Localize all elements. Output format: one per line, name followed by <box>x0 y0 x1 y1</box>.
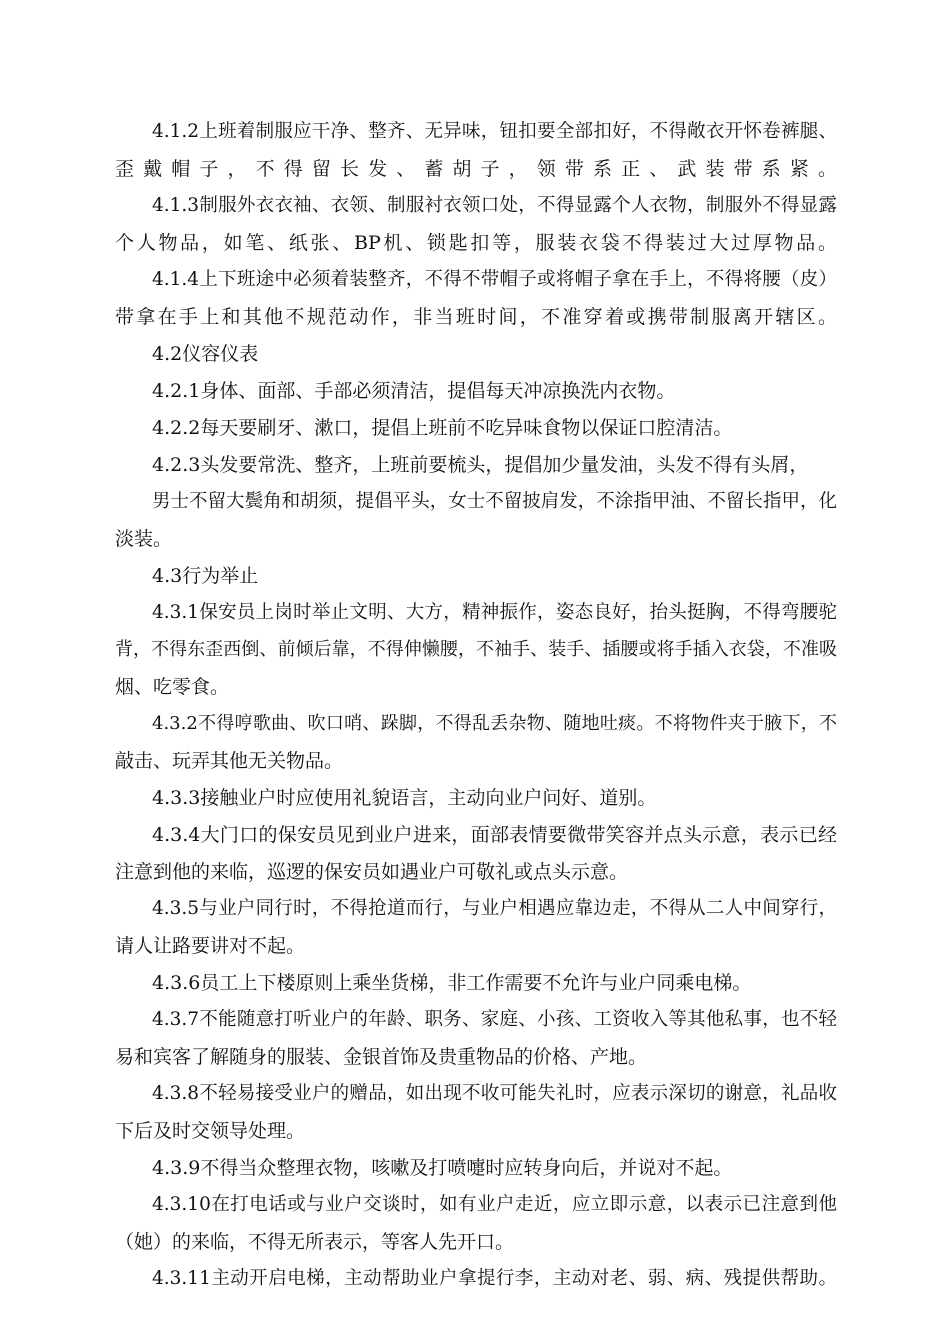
paragraph-line: 4.2.1身体、面部、手部必须清洁，提倡每天冲凉换洗内衣物。 <box>152 380 676 402</box>
paragraph-line: 4.3.4大门口的保安员见到业户进来，面部表情要微带笑容并点头示意，表示已经 <box>152 824 837 846</box>
paragraph-line: 烟、吃零食。 <box>115 676 230 698</box>
paragraph-line: 男士不留大鬓角和胡须，提倡平头，女士不留披肩发，不涂指甲油、不留长指甲，化 <box>152 491 837 512</box>
paragraph-line: 4.2.3头发要常洗、整齐，上班前要梳头，提倡加少量发油，头发不得有头屑， <box>152 454 809 476</box>
paragraph-line: 敲击、玩弄其他无关物品。 <box>115 750 344 772</box>
paragraph-line: 请人让路要讲对不起。 <box>115 935 306 957</box>
paragraph-line: 注意到他的来临，巡逻的保安员如遇业户可敬礼或点头示意。 <box>115 861 629 883</box>
paragraph-line: 4.1.3制服外衣衣袖、衣领、制服衬衣领口处，不得显露个人衣物，制服外不得显露 <box>152 195 837 216</box>
paragraph-line: 4.3.11主动开启电梯，主动帮助业户拿提行李，主动对老、弱、病、残提供帮助。 <box>152 1268 837 1289</box>
paragraph-line: 淡装。 <box>115 528 173 550</box>
paragraph-line: （她）的来临，不得无所表示，等客人先开口。 <box>115 1231 515 1253</box>
paragraph-line: 下后及时交领导处理。 <box>115 1120 306 1142</box>
paragraph-line: 4.2.2每天要刷牙、漱口，提倡上班前不吃异味食物以保证口腔清洁。 <box>152 417 733 439</box>
paragraph-line: 4.3.3接触业户时应使用礼貌语言，主动向业户问好、道别。 <box>152 787 657 809</box>
paragraph-line: 4.3.2不得哼歌曲、吹口哨、跺脚，不得乱丢杂物、随地吐痰。不将物件夹于腋下，不 <box>152 713 837 734</box>
paragraph-line: 4.3.8不轻易接受业户的赠品，如出现不收可能失礼时，应表示深切的谢意，礼品收 <box>152 1083 837 1104</box>
paragraph-line: 歪戴帽子，不得留长发、蓄胡子，领带系正、武装带系紧。 <box>115 158 837 180</box>
paragraph-line: 带拿在手上和其他不规范动作，非当班时间，不准穿着或携带制服离开辖区。 <box>115 306 837 328</box>
paragraph-line: 4.3.6员工上下楼原则上乘坐货梯，非工作需要不允许与业户同乘电梯。 <box>152 972 752 994</box>
section-heading: 4.2仪容仪表 <box>152 343 259 365</box>
paragraph-line: 4.1.2上班着制服应干净、整齐、无异味，钮扣要全部扣好，不得敞衣开怀卷裤腿、 <box>152 121 837 142</box>
paragraph-line: 4.3.9不得当众整理衣物，咳嗽及打喷嚏时应转身向后，并说对不起。 <box>152 1157 733 1179</box>
paragraph-line: 背，不得东歪西倒、前倾后靠，不得伸懒腰，不袖手、装手、插腰或将手插入衣袋，不准吸 <box>115 639 837 660</box>
paragraph-line: 易和宾客了解随身的服装、金银首饰及贵重物品的价格、产地。 <box>115 1046 648 1068</box>
paragraph-line: 4.3.7不能随意打听业户的年龄、职务、家庭、小孩、工资收入等其他私事，也不轻 <box>152 1009 837 1030</box>
section-heading: 4.3行为举止 <box>152 565 259 587</box>
paragraph-line: 4.3.10在打电话或与业户交谈时，如有业户走近，应立即示意，以表示已注意到他 <box>152 1194 837 1215</box>
paragraph-line: 4.3.1保安员上岗时举止文明、大方，精神振作，姿态良好，抬头挺胸，不得弯腰驼 <box>152 602 837 623</box>
paragraph-line: 个人物品，如笔、纸张、BP机、锁匙扣等，服装衣袋不得装过大过厚物品。 <box>115 232 837 254</box>
paragraph-line: 4.1.4上下班途中必须着装整齐，不得不带帽子或将帽子拿在手上，不得将腰（皮） <box>152 269 837 290</box>
paragraph-line: 4.3.5与业户同行时，不得抢道而行，与业户相遇应靠边走，不得从二人中间穿行， <box>152 898 837 919</box>
